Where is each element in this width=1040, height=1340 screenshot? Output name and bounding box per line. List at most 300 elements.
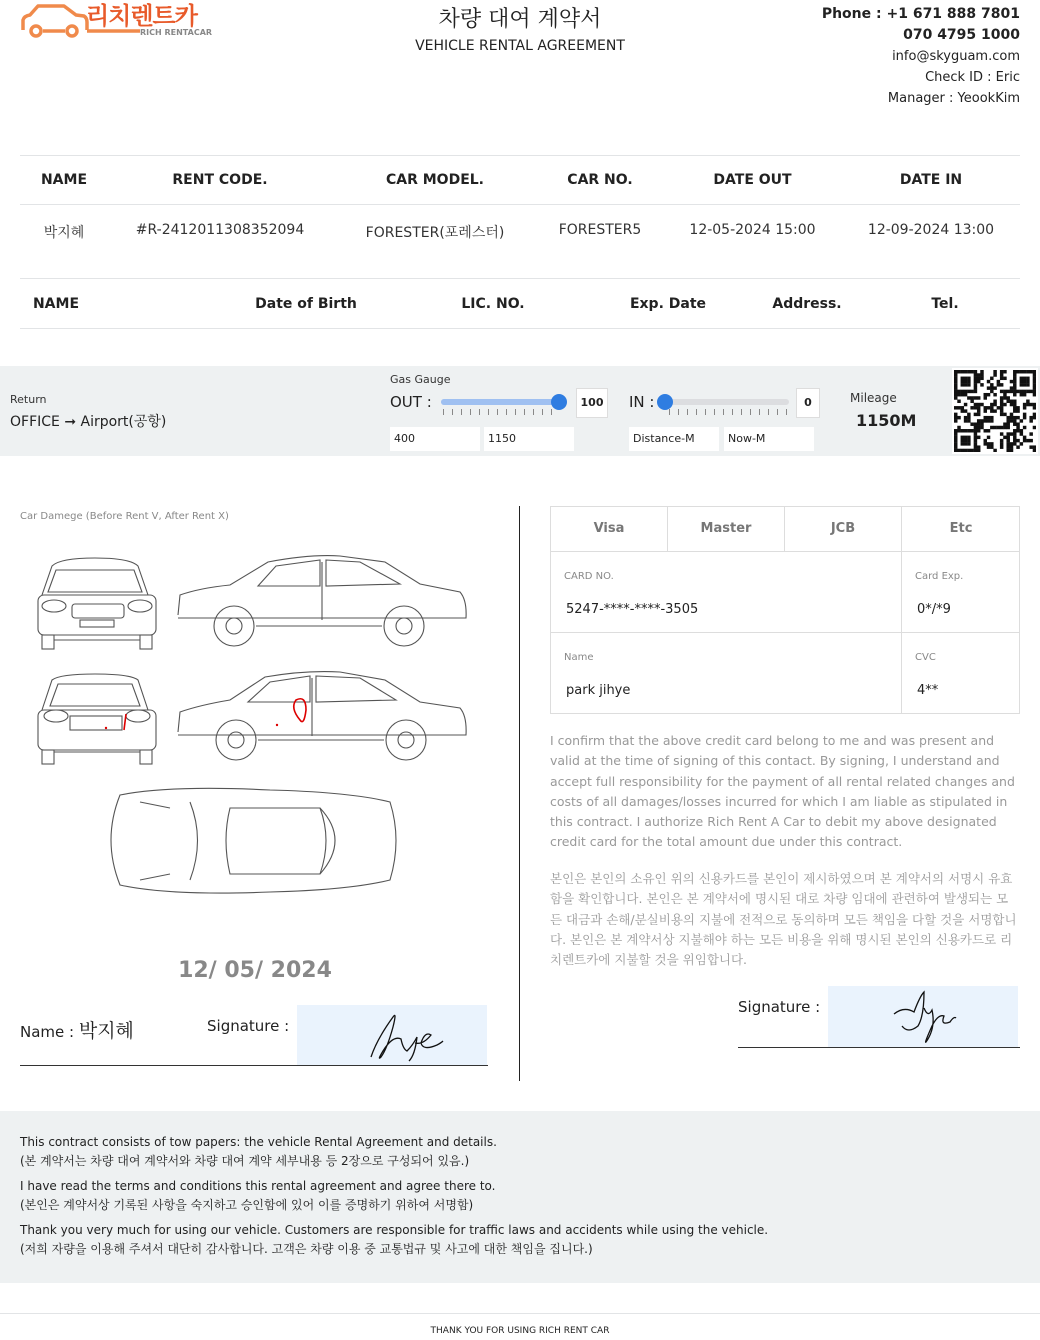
qr-module (1020, 370, 1023, 373)
qr-module (1000, 426, 1003, 429)
qr-module (1020, 442, 1023, 445)
qr-module (961, 436, 964, 439)
col-date-in: DATE IN (899, 172, 963, 188)
qr-module (1013, 416, 1016, 419)
qr-module (1006, 449, 1009, 452)
qr-module (970, 449, 973, 452)
qr-module (964, 436, 967, 439)
qr-module (1013, 406, 1016, 409)
qr-module (967, 396, 970, 399)
name-label: Name : (20, 1023, 79, 1041)
qr-module (990, 426, 993, 429)
qr-module (957, 400, 960, 403)
qr-module (1016, 426, 1019, 429)
qr-module (1013, 422, 1016, 425)
qr-module (974, 436, 977, 439)
qr-module (1026, 403, 1029, 406)
card-type-master[interactable]: Master (668, 507, 785, 552)
qr-module (977, 380, 980, 383)
signature-drawing (828, 986, 1018, 1047)
qr-module (990, 386, 993, 389)
car-front-view (38, 558, 156, 649)
qr-module (1000, 413, 1003, 416)
qr-module (964, 393, 967, 396)
qr-module (984, 396, 987, 399)
qr-module (961, 370, 964, 373)
qr-module (1006, 445, 1009, 448)
qr-module (954, 396, 957, 399)
qr-module (1003, 413, 1006, 416)
qr-module (1000, 373, 1003, 376)
qr-code-icon (954, 370, 1036, 452)
mileage-label: Mileage (850, 391, 897, 405)
qr-module (1003, 426, 1006, 429)
qr-module (964, 380, 967, 383)
qr-module (977, 413, 980, 416)
qr-module (984, 409, 987, 412)
qr-module (987, 429, 990, 432)
qr-module (1026, 400, 1029, 403)
qr-module (1026, 377, 1029, 380)
qr-module (997, 380, 1000, 383)
distance-field[interactable]: Distance-M (629, 427, 719, 451)
qr-module (1006, 426, 1009, 429)
qr-module (1016, 390, 1019, 393)
signature-underline-right (738, 1047, 1020, 1048)
qr-module (1006, 416, 1009, 419)
qr-module (954, 386, 957, 389)
phone-primary: Phone : +1 671 888 7801 (821, 6, 1020, 22)
gas-out-thumb[interactable] (551, 394, 567, 410)
qr-module (1013, 386, 1016, 389)
card-exp-cell (902, 552, 1020, 633)
qr-module (1000, 409, 1003, 412)
qr-module (1003, 390, 1006, 393)
qr-module (961, 409, 964, 412)
qr-module (1013, 403, 1016, 406)
qr-module (974, 390, 977, 393)
qr-module (970, 370, 973, 373)
signature-underline-left (20, 1065, 488, 1066)
qr-module (1000, 432, 1003, 435)
card-type-etc[interactable]: Etc (902, 507, 1020, 552)
qr-module (1006, 419, 1009, 422)
qr-module (974, 413, 977, 416)
qr-module (974, 449, 977, 452)
qr-module (1016, 416, 1019, 419)
qr-module (993, 386, 996, 389)
qr-module (1033, 383, 1036, 386)
qr-module (1029, 370, 1032, 373)
qr-module (1033, 449, 1036, 452)
qr-module (967, 377, 970, 380)
qr-module (954, 439, 957, 442)
qr-module (967, 449, 970, 452)
col-name: NAME (40, 172, 88, 188)
qr-module (1016, 445, 1019, 448)
qr-module (964, 409, 967, 412)
qr-module (974, 373, 977, 376)
document-title-ko: 차량 대여 계약서 (438, 7, 602, 32)
signature-label-right: Signature : (738, 998, 821, 1016)
qr-module (974, 429, 977, 432)
term-1-ko: (본 계약서는 차량 대여 계약서와 차량 대여 계약 세부내용 등 2장으로 구성되어 있음.) (20, 1154, 470, 1168)
qr-module (987, 416, 990, 419)
gas-in-label: IN : (629, 393, 655, 411)
column-divider (519, 506, 520, 1081)
qr-module (1026, 370, 1029, 373)
qr-module (1013, 442, 1016, 445)
qr-module (980, 383, 983, 386)
qr-module (1033, 445, 1036, 448)
qr-module (974, 377, 977, 380)
qr-module (993, 393, 996, 396)
qr-module (997, 383, 1000, 386)
qr-module (1016, 429, 1019, 432)
document-title-en: VEHICLE RENTAL AGREEMENT (415, 38, 625, 54)
qr-module (1013, 439, 1016, 442)
qr-module (1003, 370, 1006, 373)
table-border (20, 204, 1020, 205)
qr-module (961, 406, 964, 409)
qr-module (974, 422, 977, 425)
card-number-label: CARD NO. (564, 571, 614, 582)
qr-module (1013, 419, 1016, 422)
qr-module (990, 442, 993, 445)
card-number-cell (551, 552, 902, 633)
qr-module (1000, 383, 1003, 386)
check-id: Check ID : Eric (925, 70, 1020, 85)
out-mileage-field[interactable]: 400 (390, 427, 480, 451)
qr-module (1010, 403, 1013, 406)
qr-module (1000, 406, 1003, 409)
qr-module (974, 406, 977, 409)
qr-module (1010, 386, 1013, 389)
qr-module (967, 383, 970, 386)
qr-module (1029, 416, 1032, 419)
qr-code (952, 368, 1038, 454)
qr-module (993, 400, 996, 403)
signature-field-left[interactable] (297, 1005, 487, 1065)
card-holder-label: Name (564, 652, 594, 663)
qr-module (967, 416, 970, 419)
qr-module (1000, 445, 1003, 448)
qr-module (987, 419, 990, 422)
qr-module (1023, 416, 1026, 419)
gas-out-fill (441, 399, 559, 405)
qr-module (984, 416, 987, 419)
qr-module (990, 416, 993, 419)
qr-module (1033, 390, 1036, 393)
qr-module (1006, 439, 1009, 442)
qr-module (984, 442, 987, 445)
qr-module (1023, 370, 1026, 373)
qr-module (967, 442, 970, 445)
qr-module (993, 426, 996, 429)
renter-name: 박지혜 (43, 225, 85, 241)
qr-module (1033, 416, 1036, 419)
qr-module (997, 406, 1000, 409)
qr-module (1000, 377, 1003, 380)
company-logo (20, 0, 230, 42)
gas-out-value: 100 (576, 388, 608, 418)
logo-text-ko: 리치렌트카 (86, 2, 197, 30)
qr-module (1029, 419, 1032, 422)
qr-module (964, 442, 967, 445)
qr-module (1029, 432, 1032, 435)
damage-date: 12/ 05/ 2024 (178, 958, 332, 983)
qr-module (977, 449, 980, 452)
qr-module (1000, 390, 1003, 393)
qr-module (1029, 445, 1032, 448)
qr-module (974, 432, 977, 435)
qr-module (1003, 396, 1006, 399)
qr-module (967, 419, 970, 422)
term-3-en: Thank you very much for using our vehicle. Customers are responsible for traffic laws and accidents while using the vehicle. (20, 1223, 769, 1237)
return-label: Return (10, 393, 47, 406)
manager: Manager : YeookKim (887, 91, 1020, 106)
card-holder-cell (551, 633, 902, 713)
qr-module (1033, 413, 1036, 416)
qr-module (957, 426, 960, 429)
signature-label-left: Signature : (207, 1017, 290, 1035)
qr-module (974, 426, 977, 429)
now-mileage-field[interactable]: Now-M (724, 427, 814, 451)
qr-module (1023, 413, 1026, 416)
qr-module (1033, 393, 1036, 396)
qr-module (974, 445, 977, 448)
qr-module (984, 406, 987, 409)
qr-module (964, 390, 967, 393)
qr-module (980, 426, 983, 429)
table-border (20, 328, 1020, 329)
qr-module (1010, 416, 1013, 419)
qr-module (987, 406, 990, 409)
qr-module (990, 390, 993, 393)
qr-module (1016, 409, 1019, 412)
qr-module (990, 377, 993, 380)
qr-module (1023, 383, 1026, 386)
card-holder-name: park jihye (566, 683, 631, 698)
qr-module (1033, 386, 1036, 389)
qr-module (961, 383, 964, 386)
qr-module (974, 442, 977, 445)
car-model: FORESTER(포레스터) (365, 225, 505, 241)
qr-module (1013, 409, 1016, 412)
term-2-ko: (본인은 계약서상 기록된 사항을 숙지하고 승인함에 있어 이를 증명하기 위하여 서명함) (20, 1198, 474, 1212)
qr-module (987, 436, 990, 439)
gas-in-value: 0 (796, 388, 820, 418)
card-type-jcb[interactable]: JCB (785, 507, 902, 552)
col-car-no: CAR NO. (567, 172, 633, 188)
qr-module (1016, 406, 1019, 409)
qr-module (1013, 390, 1016, 393)
qr-module (974, 396, 977, 399)
qr-module (1010, 432, 1013, 435)
qr-module (987, 442, 990, 445)
gas-in-ticks (669, 409, 787, 415)
qr-module (1033, 380, 1036, 383)
qr-module (1023, 436, 1026, 439)
damage-caption: Car Damege (Before Rent V, After Rent X) (20, 511, 229, 522)
qr-module (954, 413, 957, 416)
qr-module (987, 445, 990, 448)
qr-module (984, 429, 987, 432)
qr-module (954, 449, 957, 452)
table-border (20, 278, 1020, 279)
qr-module (964, 377, 967, 380)
card-cvc: 4** (917, 683, 939, 698)
qr-module (1029, 403, 1032, 406)
qr-module (1033, 377, 1036, 380)
qr-module (1010, 445, 1013, 448)
card-info-table (550, 506, 1020, 714)
qr-module (1013, 383, 1016, 386)
qr-module (1029, 390, 1032, 393)
qr-module (977, 426, 980, 429)
qr-module (967, 413, 970, 416)
qr-module (957, 393, 960, 396)
qr-module (1006, 396, 1009, 399)
col-tel: Tel. (931, 296, 959, 312)
qr-module (1013, 432, 1016, 435)
signature-field-right[interactable] (828, 986, 1018, 1047)
qr-module (1000, 403, 1003, 406)
qr-module (954, 419, 957, 422)
phone-secondary: 070 4795 1000 (903, 27, 1020, 43)
qr-module (1006, 436, 1009, 439)
qr-module (967, 429, 970, 432)
date-out: 12-05-2024 15:00 (689, 222, 816, 238)
qr-module (961, 449, 964, 452)
qr-module (957, 429, 960, 432)
car-number: FORESTER5 (558, 222, 642, 238)
qr-module (977, 445, 980, 448)
qr-module (990, 419, 993, 422)
qr-module (1020, 419, 1023, 422)
gas-in-track (665, 399, 789, 405)
card-exp-label: Card Exp. (915, 571, 964, 582)
qr-module (990, 406, 993, 409)
qr-module (954, 445, 957, 448)
qr-module (984, 439, 987, 442)
contact-block (822, 4, 1020, 109)
qr-module (964, 370, 967, 373)
qr-module (961, 442, 964, 445)
qr-module (1013, 370, 1016, 373)
qr-module (954, 416, 957, 419)
qr-module (1013, 380, 1016, 383)
qr-module (970, 396, 973, 399)
email: info@skyguam.com (892, 49, 1020, 64)
qr-module (984, 393, 987, 396)
signature-drawing (297, 1005, 487, 1065)
qr-module (964, 439, 967, 442)
qr-module (970, 406, 973, 409)
qr-module (1000, 370, 1003, 373)
car-side-view-left (178, 672, 466, 760)
qr-module (1020, 432, 1023, 435)
qr-module (1033, 406, 1036, 409)
qr-module (1010, 413, 1013, 416)
qr-module (977, 422, 980, 425)
card-cvc-label: CVC (915, 652, 936, 663)
qr-module (954, 373, 957, 376)
qr-module (1020, 429, 1023, 432)
qr-module (987, 393, 990, 396)
qr-module (990, 403, 993, 406)
qr-module (1016, 422, 1019, 425)
qr-module (977, 406, 980, 409)
qr-module (964, 419, 967, 422)
qr-module (1010, 449, 1013, 452)
qr-module (967, 436, 970, 439)
car-damage-diagram[interactable] (20, 540, 500, 920)
qr-module (957, 416, 960, 419)
qr-module (993, 373, 996, 376)
qr-module (1000, 400, 1003, 403)
gas-out-ticks (443, 409, 559, 415)
date-in: 12-09-2024 13:00 (867, 222, 995, 238)
qr-module (970, 422, 973, 425)
qr-module (964, 449, 967, 452)
qr-module (977, 403, 980, 406)
qr-module (964, 403, 967, 406)
qr-module (1013, 373, 1016, 376)
qr-module (974, 439, 977, 442)
qr-module (961, 393, 964, 396)
in-mileage-field[interactable]: 1150 (484, 427, 574, 451)
qr-module (1023, 403, 1026, 406)
qr-module (1023, 426, 1026, 429)
qr-module (977, 436, 980, 439)
qr-module (977, 429, 980, 432)
qr-module (980, 370, 983, 373)
gas-in-thumb[interactable] (657, 394, 673, 410)
qr-module (1033, 403, 1036, 406)
qr-module (980, 403, 983, 406)
qr-module (990, 409, 993, 412)
qr-module (977, 419, 980, 422)
col-date-out: DATE OUT (713, 172, 792, 188)
qr-module (961, 377, 964, 380)
qr-module (967, 390, 970, 393)
qr-module (977, 396, 980, 399)
car-rear-view (38, 674, 156, 764)
qr-module (954, 432, 957, 435)
col-exp-date: Exp. Date (629, 296, 707, 312)
card-number: 5247-****-****-3505 (566, 602, 699, 617)
thank-you-note: THANK YOU FOR USING RICH RENT CAR (430, 1326, 610, 1336)
qr-module (957, 370, 960, 373)
qr-module (974, 386, 977, 389)
damage-marks (105, 699, 306, 730)
card-type-visa[interactable]: Visa (551, 507, 668, 552)
qr-module (1016, 370, 1019, 373)
qr-module (970, 429, 973, 432)
qr-module (1013, 436, 1016, 439)
qr-module (1026, 390, 1029, 393)
return-route: OFFICE ➞ Airport(공항) (10, 414, 167, 430)
qr-module (1020, 390, 1023, 393)
footer-divider (0, 1313, 1040, 1314)
term-1-en: This contract consists of tow papers: the vehicle Rental Agreement and details. (20, 1135, 497, 1149)
gas-out-label: OUT : (390, 393, 432, 411)
qr-module (1010, 400, 1013, 403)
qr-module (1013, 393, 1016, 396)
col-lic-no: LIC. NO. (461, 296, 525, 312)
qr-module (954, 393, 957, 396)
